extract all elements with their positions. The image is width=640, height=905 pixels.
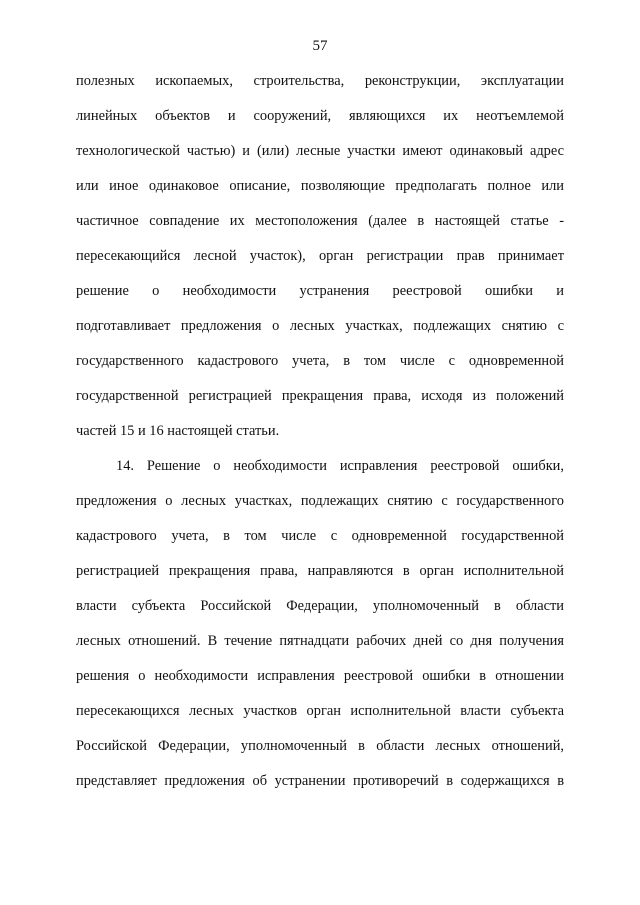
paragraph-line: подготавливает предложения о лесных участках, подлежащих снятию с [76, 318, 564, 334]
paragraph-line: пересекающихся лесных участков орган исполнительной власти субъекта [76, 703, 564, 719]
paragraph-line: пересекающийся лесной участок), орган регистрации прав принимает [76, 248, 564, 264]
paragraph-line: 14. Решение о необходимости исправления реестровой ошибки, [116, 458, 564, 474]
paragraph-line: представляет предложения об устранении противоречий в содержащихся в [76, 773, 564, 789]
paragraph-line: решение о необходимости устранения реестровой ошибки и [76, 283, 564, 299]
paragraph-line: решения о необходимости исправления реестровой ошибки в отношении [76, 668, 564, 684]
paragraph-line: государственной регистрацией прекращения права, исходя из положений [76, 388, 564, 404]
paragraph-line: или иное одинаковое описание, позволяющие предполагать полное или [76, 178, 564, 194]
paragraph-line: линейных объектов и сооружений, являющихся их неотъемлемой [76, 108, 564, 124]
paragraph-line: кадастрового учета, в том числе с одновременной государственной [76, 528, 564, 544]
paragraph-line: частичное совпадение их местоположения (далее в настоящей статье - [76, 213, 564, 229]
paragraph-line: полезных ископаемых, строительства, реконструкции, эксплуатации [76, 73, 564, 89]
paragraph-line: регистрацией прекращения права, направляются в орган исполнительной [76, 563, 564, 579]
page-number: 57 [312, 38, 328, 54]
paragraph-line: Российской Федерации, уполномоченный в области лесных отношений, [76, 738, 564, 754]
paragraph-line: частей 15 и 16 настоящей статьи. [76, 423, 280, 439]
paragraph-line: лесных отношений. В течение пятнадцати рабочих дней со дня получения [76, 633, 564, 649]
paragraph-line: предложения о лесных участках, подлежащих снятию с государственного [76, 493, 564, 509]
paragraph-line: государственного кадастрового учета, в том числе с одновременной [76, 353, 564, 369]
paragraph-line: технологической частью) и (или) лесные участки имеют одинаковый адрес [76, 143, 564, 159]
paragraph-line: власти субъекта Российской Федерации, уполномоченный в области [76, 598, 564, 614]
